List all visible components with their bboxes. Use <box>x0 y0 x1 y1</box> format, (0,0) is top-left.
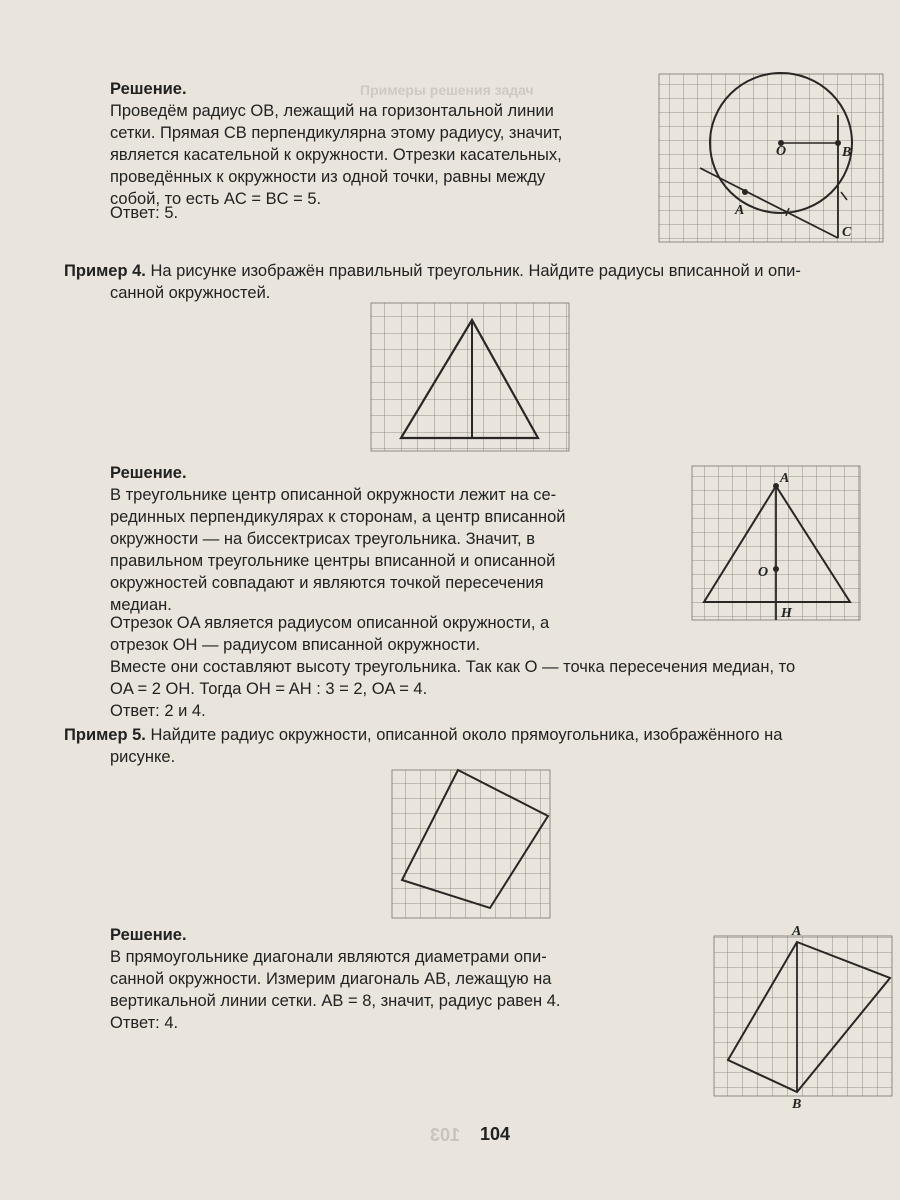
point-o <box>773 566 779 572</box>
solution4-line: В треугольнике центр описанной окружности лежит на се- <box>110 486 557 504</box>
solution4-line: правильном треугольнике центры вписанной и описанной <box>110 552 556 570</box>
label-a: A <box>735 203 745 218</box>
solution4-answer: Ответ: 2 и 4. <box>110 702 206 720</box>
grid <box>714 936 892 1096</box>
solution5-answer: Ответ: 4. <box>110 1014 179 1032</box>
label-a: A <box>792 924 802 939</box>
solution3-answer: Ответ: 5. <box>110 204 179 222</box>
bleed-through-header: Примеры решения задач <box>360 82 534 98</box>
example5-statement <box>64 724 890 768</box>
label-b: B <box>842 145 852 160</box>
solution4-heading: Решение. <box>110 464 187 482</box>
example5-text-line: Найдите радиус окружности, описанной около прямоугольника, изображённого на <box>145 726 783 744</box>
solution4-line: отрезок OH — радиусом вписанной окружности. <box>110 636 481 654</box>
triangle-ao-h-figure <box>690 462 870 624</box>
solution3-line: сетки. Прямая CB перпендикулярна этому радиусу, значит, <box>110 124 563 142</box>
label-a: A <box>780 471 790 486</box>
label-o: O <box>776 144 787 159</box>
point-b <box>835 140 841 146</box>
bleed-through-page-number: 103 <box>430 1125 461 1145</box>
triangle-figure <box>368 300 574 456</box>
example4-text-line: На рисунке изображён правильный треугольник. Найдите радиусы вписанной и опи- <box>145 262 801 280</box>
solution3-line: Проведём радиус OB, лежащий на горизонтальной линии <box>110 102 554 120</box>
solution4-line: медиан. <box>110 596 172 614</box>
example4-title: Пример 4. <box>64 262 146 280</box>
rectangle-diagonal-figure <box>712 922 898 1112</box>
solution4-conclusion <box>110 656 890 700</box>
label-o: O <box>758 565 769 580</box>
label-c: C <box>842 225 852 240</box>
solution4-text-2 <box>110 612 630 656</box>
solution5-line: санной окружности. Измерим диагональ AB, лежащую на <box>110 970 552 988</box>
solution4-text <box>110 484 630 616</box>
solution4-line: OA = 2 OH. Тогда OH = AH : 3 = 2, OA = 4. <box>110 680 428 698</box>
solution3-heading: Решение. <box>110 80 187 98</box>
tangent-circle-figure <box>655 70 887 246</box>
solution5-line: В прямоугольнике диагонали являются диаметрами опи- <box>110 948 547 966</box>
grid <box>392 770 550 918</box>
solution3-line: является касательной к окружности. Отрезки касательных, <box>110 146 562 164</box>
example4-statement <box>64 260 884 304</box>
solution3-line: собой, то есть AC = BC = 5. <box>110 190 322 208</box>
solution3-text <box>110 100 630 210</box>
rectangle-figure <box>390 768 554 920</box>
point-a <box>742 189 748 195</box>
solution4-line: окружности — на биссектрисах треугольника. Значит, в <box>110 530 535 548</box>
label-h: H <box>781 606 792 621</box>
solution5-heading: Решение. <box>110 926 187 944</box>
solution4-line: Отрезок OA является радиусом описанной окружности, а <box>110 614 550 632</box>
solution4-line: рединных перпендикулярах к сторонам, а центр вписанной <box>110 508 566 526</box>
example4-text-line: санной окружностей. <box>110 284 271 302</box>
point-a <box>773 483 779 489</box>
solution5-line: вертикальной линии сетки. AB = 8, значит, радиус равен 4. <box>110 992 561 1010</box>
solution3-line: проведённых к окружности из одной точки, равны между <box>110 168 546 186</box>
label-b: B <box>792 1097 802 1112</box>
solution4-line: окружностей совпадают и являются точкой пересечения <box>110 574 544 592</box>
example5-text-line: рисунке. <box>110 748 176 766</box>
solution5-text <box>110 946 630 1012</box>
page-number: 104 <box>480 1124 511 1144</box>
example5-title: Пример 5. <box>64 726 146 744</box>
solution4-line: Вместе они составляют высоту треугольника. Так как O — точка пересечения медиан, то <box>110 658 796 676</box>
